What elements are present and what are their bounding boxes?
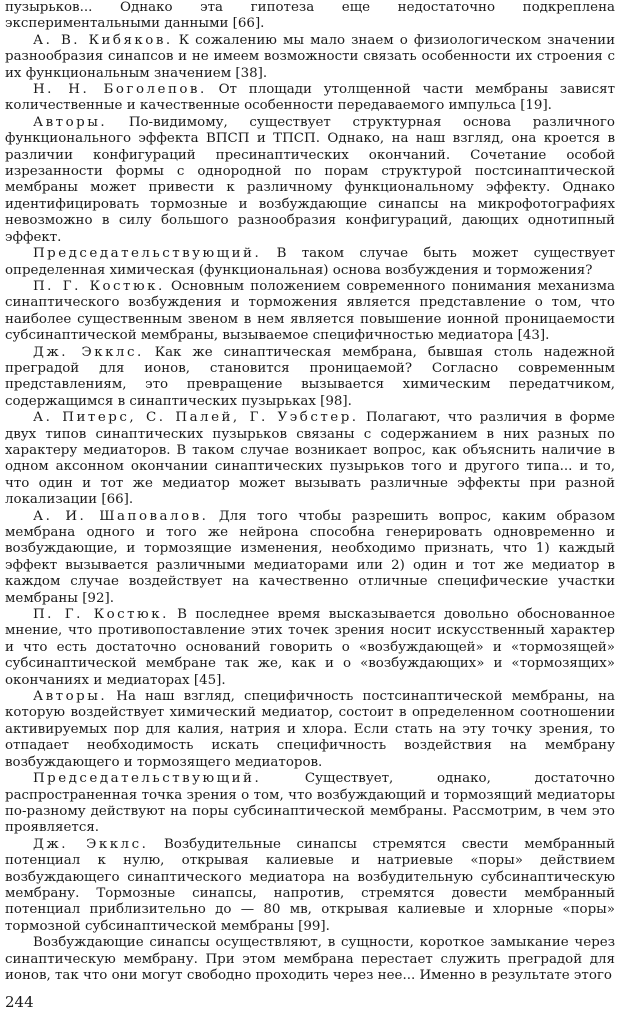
- speaker-name: А. В. Кибяков.: [33, 32, 173, 48]
- paragraph-2-text: К сожалению мы мало знаем о физиологическом значении разнообразия синапсов и не имеем возможности связать особенности их строения с их функциональным значением [38].: [5, 32, 615, 81]
- paragraph-9: [5, 509, 615, 607]
- paragraph-11-text: На наш взгляд, специфичность постсинаптической мембраны, на которую воздействует химический медиатор, состоит в определенном соотношении активируемых пор для калия, натрия и хлора. Если стать на эту точку зрения, то отпадает необходимость искать специфичность воздействия на мембрану возбуждающего и тормозящего медиаторов.: [5, 689, 615, 770]
- paragraph-7: [5, 345, 615, 411]
- paragraph-13: [5, 837, 615, 935]
- speaker-name: Председательствующий.: [33, 246, 262, 262]
- speaker-name: Авторы.: [33, 114, 108, 130]
- paragraph-13-text: Возбудительные синапсы стремятся свести мембранный потенциал к нулю, открывая калиевые и натриевые «поры» действием возбуждающего синаптического медиатора на возбудительную субсинаптическую мембрану. Тормозные синапсы, напротив, стремятся довести мембранный потенциал приблизительно до — 80 мв, открывая калиевые и хлорные «поры» тормозной субсинаптической мембраны [99].: [5, 836, 615, 934]
- page-body: [5, 0, 615, 984]
- speaker-name: Н. Н. Боголепов.: [33, 82, 207, 98]
- paragraph-14-text: Возбуждающие синапсы осуществляют, в сущности, короткое замыкание через синаптическую мембрану. При этом мембрана перестает служить преградой для ионов, так что они могут свободно проходить через нее... Именно в результате этого: [5, 935, 615, 983]
- page-number: 244: [5, 993, 34, 1011]
- speaker-name: П. Г. Костюк.: [33, 607, 169, 623]
- paragraph-12-text: Существует, однако, достаточно распространенная точка зрения о том, что возбуждающий и тормозящий медиаторы по-разному действуют на поры субсинаптической мембраны. Рассмотрим, в чем это проявляется.: [5, 771, 615, 836]
- paragraph-1-text: пузырьков... Однако эта гипотеза еще недостаточно подкреплена экспериментальными данными [66].: [5, 0, 615, 32]
- paragraph-4-text: По-видимому, существует структурная основа различного функционального эффекта ВПСП и ТПСП. Однако, на наш взгляд, она кроется в различии конфигураций пресинаптических окончаний. Сочетание особой изрезанности формы с однородной по порам структурой постсинаптической мембраны может привести к различному функциональному эффекту. Однако идентифицировать тормозные и возбуждающие синапсы на микрофотографиях невозможно в силу большого разнообразия конфигураций, дающих однотипный эффект.: [5, 114, 615, 245]
- paragraph-8: [5, 410, 615, 508]
- speaker-name: П. Г. Костюк.: [33, 278, 165, 294]
- speaker-name: А. Питерс, С. Палей, Г. Уэбстер.: [33, 410, 359, 426]
- paragraph-1: [5, 0, 615, 33]
- speaker-name: Дж. Экклс.: [33, 344, 144, 360]
- speaker-name: Дж. Экклс.: [33, 836, 149, 852]
- paragraph-9-text: Для того чтобы разрешить вопрос, каким образом мембрана одного и того же нейрона способна генерировать одновременно и возбуждающие, и тормозящие изменения, необходимо признать, что 1) каждый эффект вызывается различными медиаторами или 2) один и тот же медиатор в каждом случае воздействует на качественно отличные специфические участки мембраны [92].: [5, 508, 615, 606]
- paragraph-5-text: В таком случае быть может существует определенная химическая (функциональная) основа возбуждения и торможения?: [5, 246, 615, 278]
- speaker-name: А. И. Шаповалов.: [33, 508, 209, 524]
- paragraph-7-text: Как же синаптическая мембрана, бывшая столь надежной преградой для ионов, становится проницаемой? Согласно современным представлениям, это превращение вызывается химическим передатчиком, содержащимся в синаптических пузырьках [98].: [5, 344, 616, 409]
- paragraph-3-text: От площади утолщенной части мембраны зависят количественные и качественные особенности передаваемого импульса [19].: [5, 82, 616, 114]
- speaker-name: Авторы.: [33, 689, 108, 705]
- paragraph-14: [5, 935, 615, 984]
- paragraph-3: [5, 82, 615, 115]
- paragraph-10: [5, 607, 615, 689]
- paragraph-11: [5, 689, 615, 771]
- paragraph-2: [5, 33, 615, 82]
- paragraph-5: [5, 246, 615, 279]
- paragraph-8-text: Полагают, что различия в форме двух типов синаптических пузырьков связаны с содержанием в них разных по характеру медиаторов. В таком случае возникает вопрос, как объяснить наличие в одном аксонном окончании синаптических пузырьков того и другого типа... и то, что один и тот же медиатор может вызывать различные эффекты при разной локализации [66].: [5, 410, 615, 508]
- paragraph-12: [5, 771, 615, 837]
- paragraph-4: [5, 115, 615, 246]
- paragraph-6: [5, 279, 615, 345]
- paragraph-6-text: Основным положением современного понимания механизма синаптического возбуждения и торможения является представление о том, что наиболее существенным звеном в нем является повышение ионной проницаемости субсинаптической мембраны, вызываемое специфичностью медиатора [43].: [5, 278, 615, 344]
- speaker-name: Председательствующий.: [33, 771, 262, 787]
- paragraph-10-text: В последнее время высказывается довольно обоснованное мнение, что противопоставление этих точек зрения носит искусственный характер и что есть достаточно оснований говорить о «возбуждающей» и «тормозящей» субсинаптической мембране так же, как и о «возбуждающих» и «тормозящих» окончаниях и медиаторах [45].: [5, 607, 615, 688]
